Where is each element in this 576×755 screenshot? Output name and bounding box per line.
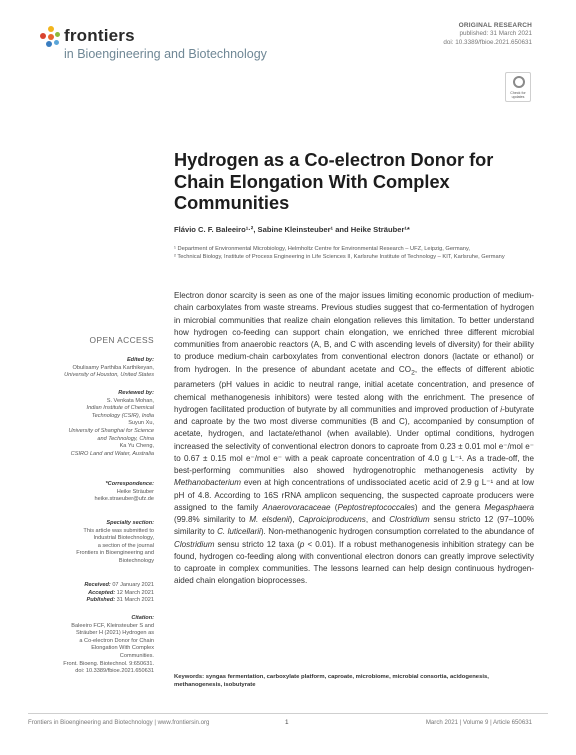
abstract-subscript: 2 — [411, 369, 415, 377]
updates-icon — [513, 76, 525, 88]
citation-line: Sträuber H (2021) Hydrogen as — [75, 630, 154, 637]
citation-doi-link[interactable]: doi: 10.3389/fbioe.2021.650631 — [75, 668, 154, 675]
abstract-italic: p — [299, 539, 305, 549]
specialty-section-line: This article was submitted to — [83, 527, 154, 534]
footer-divider — [28, 713, 548, 714]
abstract-italic: M. elsdenii — [249, 515, 290, 525]
published-date: published: 31 March 2021 — [459, 30, 532, 38]
abstract-text: , the effects of different abiotic parameters (pH values in acidic to neutral range, initial acetate concentration, and presence of chemical methanogenesis inhibitors) were tested along with the enrichment. The presence of hydrogen facilitated production of butyrate by all communities and improved production of — [174, 364, 534, 414]
reviewer-affiliation: Indian Institute of Chemical — [86, 405, 154, 412]
citation-line: a Co-electron Donor for Chain — [79, 637, 154, 644]
specialty-section-line: Biotechnology — [118, 557, 154, 564]
abstract-text: ), — [289, 515, 299, 525]
updates-label: Check for updates — [510, 91, 526, 100]
received-label: Received: — [84, 582, 111, 588]
abstract-text: < 0.01). If a robust methanogenesis inhibition strategy can be found, hydrogen co-feeding along with conventional electron donors can greatly improve selectivity to caproate in complex communities. The lessons learned can help design continuous hydrogen-aided chain elongation bioprocesses. — [174, 539, 534, 586]
received-date: 07 January 2021 — [112, 582, 154, 588]
citation-line: Baleeiro FCF, Kleinsteuber S and — [71, 622, 154, 629]
editor-name[interactable]: Obulisamy Parthiba Karthikeyan, — [72, 364, 154, 371]
footer-issue-info: March 2021 | Volume 9 | Article 650631 — [425, 719, 532, 726]
corresponding-email-link[interactable]: heike.straeuber@ufz.de — [94, 496, 154, 503]
reviewed-by-block — [22, 390, 154, 458]
specialty-section-line: a section of the journal — [97, 542, 154, 549]
brand-name: frontiers — [64, 26, 135, 45]
doi-link[interactable]: doi: 10.3389/fbioe.2021.650631 — [443, 38, 532, 46]
reviewer-affiliation: Technology (CSIR), India — [91, 412, 154, 419]
affiliation-2: ² Technical Biology, Institute of Process Engineering in Life Sciences II, Karlsruhe Institute of Technology – KIT, Karlsruhe, Germany — [174, 254, 505, 260]
specialty-section-heading: Specialty section: — [106, 520, 154, 526]
edited-by-heading: Edited by: — [126, 357, 154, 363]
reviewer-name[interactable]: Ka Yu Cheng, — [119, 443, 154, 450]
accepted-label: Accepted: — [88, 589, 116, 596]
published-date-sidebar: 31 March 2021 — [116, 597, 154, 604]
keywords: Keywords: syngas fermentation, carboxylate platform, caproate, microbiome, microbial consortia, acidogenesis, methanogenesis, isobutyrate — [174, 674, 489, 688]
abstract-text: even at high concentrations of undissociated acetic acid of 2.9 g L⁻¹ and at low pH of 4.8. According to 16S rRNA amplicon sequencing, the suspected caproate producers were assigned to the family — [174, 478, 534, 512]
reviewer-name[interactable]: S. Venkata Mohan, — [106, 397, 154, 404]
abstract-italic: Clostridium — [389, 515, 430, 525]
abstract-text: sensu stricto 12 taxa ( — [214, 539, 300, 549]
corresponding-author: Heike Sträuber — [116, 488, 154, 495]
specialty-section-block — [22, 520, 154, 566]
open-access-label: OPEN ACCESS — [89, 335, 154, 345]
abstract-text: ( — [330, 502, 338, 512]
abstract-italic: Peptostreptococcales — [337, 502, 415, 512]
reviewed-by-heading: Reviewed by: — [118, 390, 154, 396]
reviewer-affiliation: and Technology, China — [97, 435, 154, 442]
frontiers-logo-icon — [40, 26, 62, 48]
abstract-text: -butyrate and caproate by the two most diverse communities (B and C), accompanied by consumption of acetate, hydrogen, and lactate/ethanol (when available). Under optimal conditions, hydrogen increased the selectivity of conventional electron donors to caproate from 0.23 ± 0.01 mol e⁻/mol e⁻ to 0.67 ± 0.15 mol e⁻/mol e⁻ with a peak caproate concentration of 4.0 g L⁻¹. As a trade-off, the best-performing communities also showed hydrogenotrophic methanogenesis activity by — [174, 404, 534, 476]
abstract-italic: Clostridium — [174, 539, 215, 549]
footer-journal-link[interactable]: Frontiers in Bioengineering and Biotechnology | www.frontiersin.org — [28, 719, 210, 726]
abstract-text: Electron donor scarcity is seen as one of the major issues limiting economic production of medium-chain carboxylates from waste streams. Previous studies suggest that co-fermentation of hydrogen in microbial communities that realize chain elongation relieves this limitation. To better understand how hydrogen co-feeding can support chain elongation, we enriched three different microbial communities from anaerobic reactors (A, B, and C with ascending levels of diversity) for their ability to produce medium-chain carboxylates from conventional electron donors (lactate or ethanol) or from hydrogen. In the presence of abundant acetate and CO — [174, 291, 534, 374]
abstract-italic: Anaerovoracaceae — [262, 502, 331, 512]
affiliation-1: ¹ Department of Environmental Microbiology, Helmholtz Centre for Environmental Research – UFZ, Leipzig, Germany, — [174, 246, 470, 252]
article-meta — [443, 22, 532, 47]
abstract-text: sensu stricto 12 (97–100% similarity to — [174, 515, 534, 537]
check-for-updates-button[interactable] — [505, 72, 531, 102]
citation-line: Elongation With Complex — [91, 645, 154, 652]
abstract-text: ). Non-methanogenic hydrogen consumption correlated to the abundance of — [260, 527, 534, 537]
abstract-italic: Megasphaera — [484, 502, 534, 512]
article-type: ORIGINAL RESEARCH — [458, 22, 532, 29]
reviewer-affiliation: University of Shanghai for Science — [68, 427, 154, 434]
accepted-date: 12 March 2021 — [116, 589, 154, 596]
citation-block — [22, 615, 154, 676]
abstract — [174, 290, 534, 588]
citation-line: Communities. — [119, 652, 154, 659]
page-number: 1 — [285, 719, 289, 726]
citation-line: Front. Bioeng. Biotechnol. 9:650631. — [63, 660, 154, 667]
abstract-text: , and — [365, 515, 390, 525]
specialty-section-line: Frontiers in Bioengineering and — [76, 550, 154, 557]
abstract-text: (99.8% similarity to — [174, 515, 250, 525]
correspondence-heading: *Correspondence: — [105, 481, 154, 487]
abstract-italic: C. luticellarii — [217, 527, 261, 537]
dates-block — [22, 582, 154, 605]
journal-name: in Bioengineering and Biotechnology — [64, 47, 267, 61]
abstract-italic: Caproiciproducens — [298, 515, 366, 525]
published-label: Published: — [86, 597, 116, 604]
abstract-text: ) and the genera — [414, 502, 485, 512]
specialty-section-line: Industrial Biotechnology, — [93, 535, 154, 542]
author-list[interactable]: Flávio C. F. Baleeiro¹·², Sabine Kleinsteuber¹ and Heike Sträuber¹* — [174, 225, 410, 234]
correspondence-block — [22, 481, 154, 504]
citation-heading: Citation: — [131, 615, 154, 621]
abstract-italic: i — [500, 404, 503, 414]
reviewer-affiliation: CSIRO Land and Water, Australia — [70, 450, 154, 457]
reviewer-name[interactable]: Suyun Xu, — [128, 420, 154, 427]
abstract-italic: Methanobacterium — [174, 478, 242, 488]
article-title: Hydrogen as a Co-electron Donor for Chain Elongation With Complex Communities — [174, 150, 494, 213]
editor-affiliation: University of Houston, United States — [64, 372, 154, 379]
journal-logo[interactable] — [40, 22, 300, 62]
edited-by-block — [22, 357, 154, 380]
affiliations — [174, 245, 544, 261]
